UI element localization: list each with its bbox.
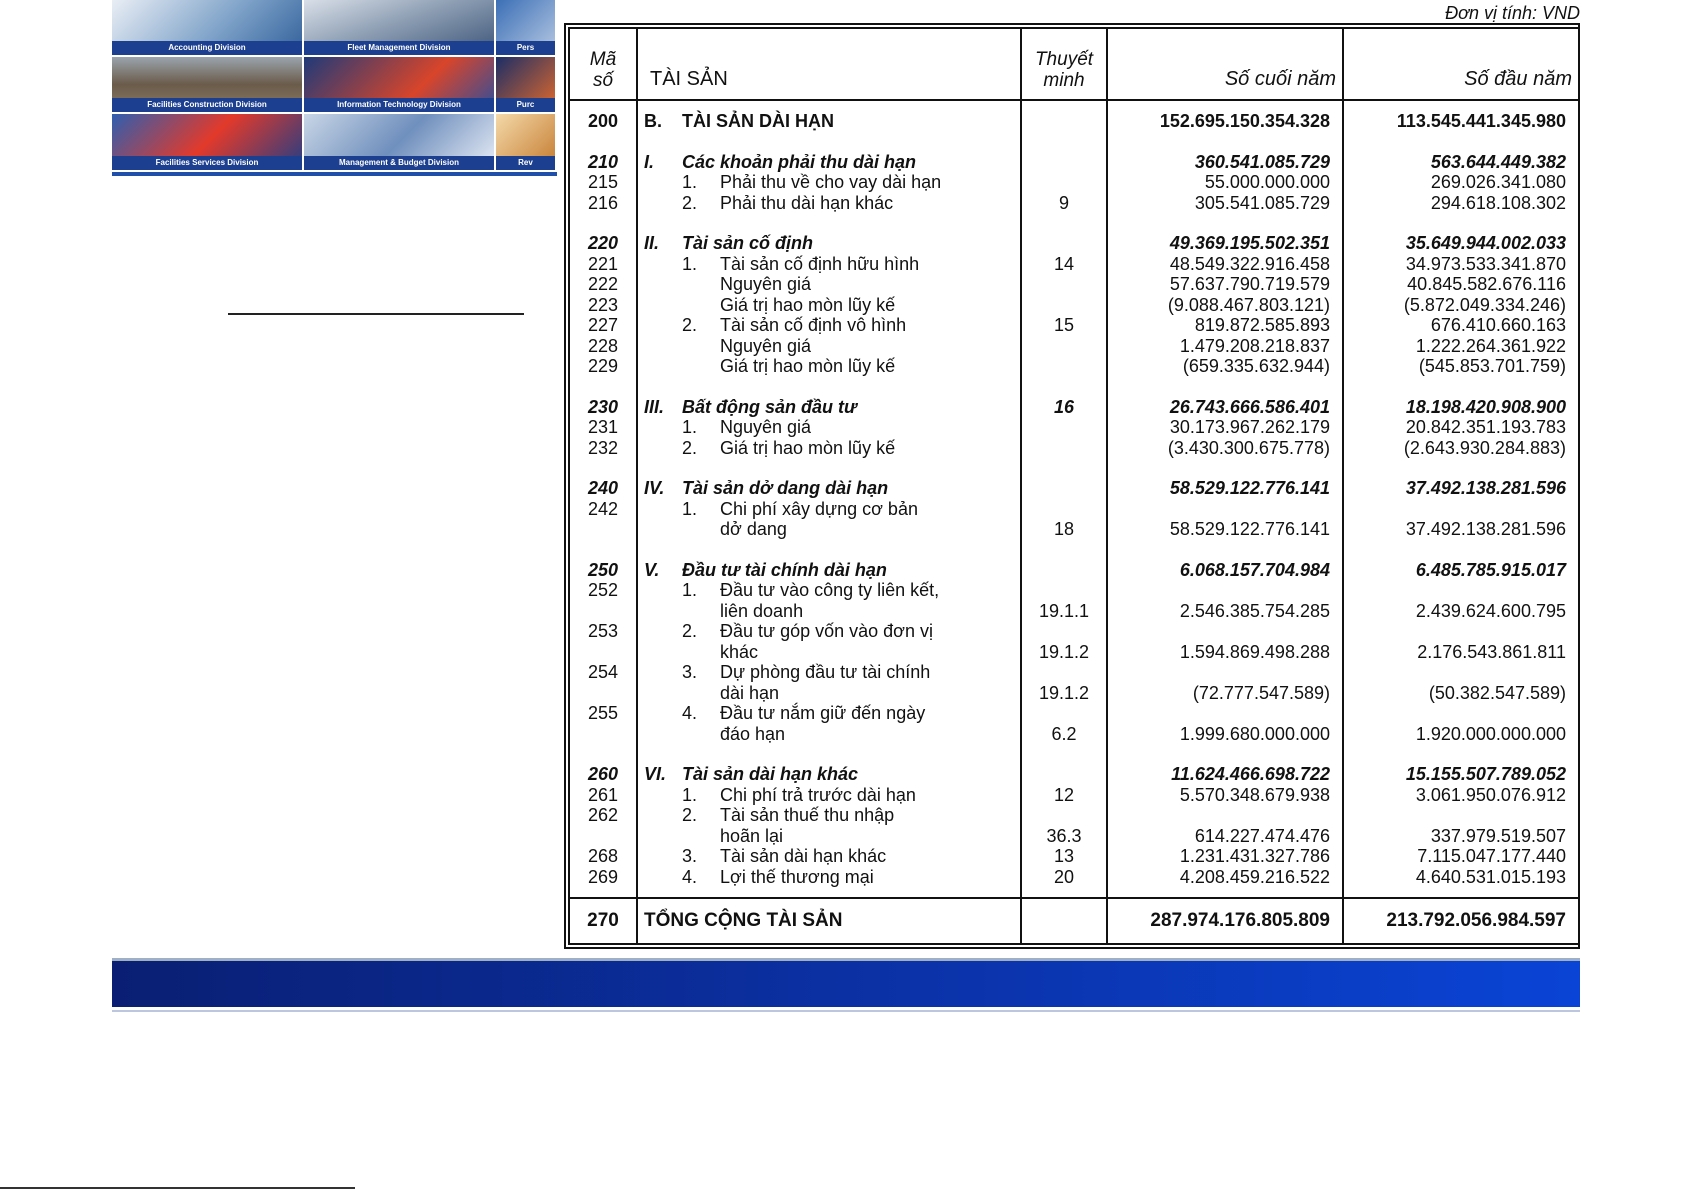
year-start-column: 113.545.441.345.980 563.644.449.382 269.026.341.080 294.618.108.302 35.649.944.002.033 34.973.533.341.870 40.845.582.676.116 (5.872.049.334.246) 676.410.660.163 1.222.264.361.922 (545.853.701.759) 18.198.420.908.900 20.842.351.193.783 (2.643.930.284.883) 37.492.138.281.596 37.492.138.281.596 6.485.785.915.017 2.439.624.600.795 2.176.543.861.811 (50.382.547.589) 1.920.000.000.000 15.155.507.789.052 3.061.950.076.912 337.979.519.507 7.115.047.177.440 4.640.531.015.193	[1396, 111, 1566, 887]
total-label: TỔNG CỘNG TÀI SẢN	[637, 898, 1021, 944]
header-code: Mã số	[569, 28, 637, 100]
photo-caption: Pers	[496, 41, 555, 55]
photo-caption: Rev	[496, 156, 555, 170]
total-code: 270	[569, 898, 637, 944]
photo-tile	[112, 0, 304, 57]
photo-caption: Management & Budget Division	[304, 156, 494, 170]
photo-tile	[496, 0, 557, 57]
header-year-start: Số đầu năm	[1343, 28, 1579, 100]
page-footer-line	[0, 1187, 355, 1189]
footer-banner-bar	[112, 958, 1580, 1007]
footer-banner-underline	[112, 1010, 1580, 1012]
table-header-row	[569, 28, 1579, 100]
table-body-row	[569, 100, 1579, 898]
assets-table	[568, 27, 1580, 945]
header-year-end: Số cuối năm	[1107, 28, 1343, 100]
photo-tile	[496, 114, 557, 172]
divider-line	[228, 313, 524, 315]
photo-caption: Facilities Services Division	[112, 156, 302, 170]
photo-caption: Facilities Construction Division	[112, 98, 302, 112]
total-year-start: 213.792.056.984.597	[1343, 898, 1579, 944]
photo-caption: Fleet Management Division	[304, 41, 494, 55]
total-year-end: 287.974.176.805.809	[1107, 898, 1343, 944]
photo-tile	[304, 114, 496, 172]
balance-sheet-long-term-assets	[564, 23, 1580, 949]
photo-caption: Information Technology Division	[304, 98, 494, 112]
note-column: 9 14 15 16 18 19.1.1 19.1.2 19.1.2 6.2 12 36.3 13 20	[1021, 100, 1107, 898]
year-end-column: 152.695.150.354.328 360.541.085.729 55.000.000.000 305.541.085.729 49.369.195.502.351 48.549.322.916.458 57.637.790.719.579 (9.088.467.803.121) 819.872.585.893 1.479.208.218.837 (659.335.632.944) 26.743.666.586.401 30.173.967.262.179 (3.430.300.675.778) 58.529.122.776.141 58.529.122.776.141 6.068.157.704.984 2.546.385.754.285 1.594.869.498.288 (72.777.547.589) 1.999.680.000.000 11.624.466.698.722 5.570.348.679.938 614.227.474.476 1.231.431.327.786 4.208.459.216.522	[1107, 100, 1343, 898]
header-note: Thuyết minh	[1021, 28, 1107, 100]
assets-label-column: B. TÀI SẢN DÀI HẠN I. Các khoản phải thu dài hạn 1. Phải thu về cho vay dài hạn 2. Phải thu dài hạn khác II. Tài sản cố định 1. Tài sản cố định hữu hình Nguyên giá Giá trị hao mòn lũy kế 2. Tài sản cố định vô hình Nguyên giá Giá trị hao mòn lũy kế III. Bất động sản đầu tư 1. Nguyên giá 2. Giá trị hao mòn lũy kế IV. Tài sản dở dang dài hạn 1. Chi phí xây dựng cơ bản dở dang V. Đầu tư tài chính dài hạn 1. Đầu tư vào công ty liên kết, liên doanh 2. Đầu tư góp vốn vào đơn vị khác 3. Dự phòng đầu tư tài chính dài hạn 4. Đầu tư nắm giữ đến ngày đáo hạn VI. Tài sản dài hạn khác 1. Chi phí trả trước dài hạn 2. Tài sản thuế thu nhập hoãn lại 3. Tài sản dài hạn khác 4. Lợi thế thương mại	[637, 100, 1021, 898]
photo-tile	[304, 57, 496, 114]
total-assets-row	[569, 898, 1579, 944]
photo-tile	[112, 57, 304, 114]
division-photo-collage	[112, 0, 557, 176]
photo-tile	[112, 114, 304, 172]
photo-caption: Accounting Division	[112, 41, 302, 55]
code-column: 200 210 215 216 220 221 222 223 227 228 229 230 231 232 240 242 250 252 253 254 255 260 261 262 268 269	[569, 100, 637, 898]
currency-unit-label: Đơn vị tính: VND	[1445, 3, 1580, 23]
photo-tile	[496, 57, 557, 114]
photo-tile	[304, 0, 496, 57]
photo-caption: Purc	[496, 98, 555, 112]
total-note	[1021, 898, 1107, 944]
header-assets: TÀI SẢN	[637, 28, 1021, 100]
